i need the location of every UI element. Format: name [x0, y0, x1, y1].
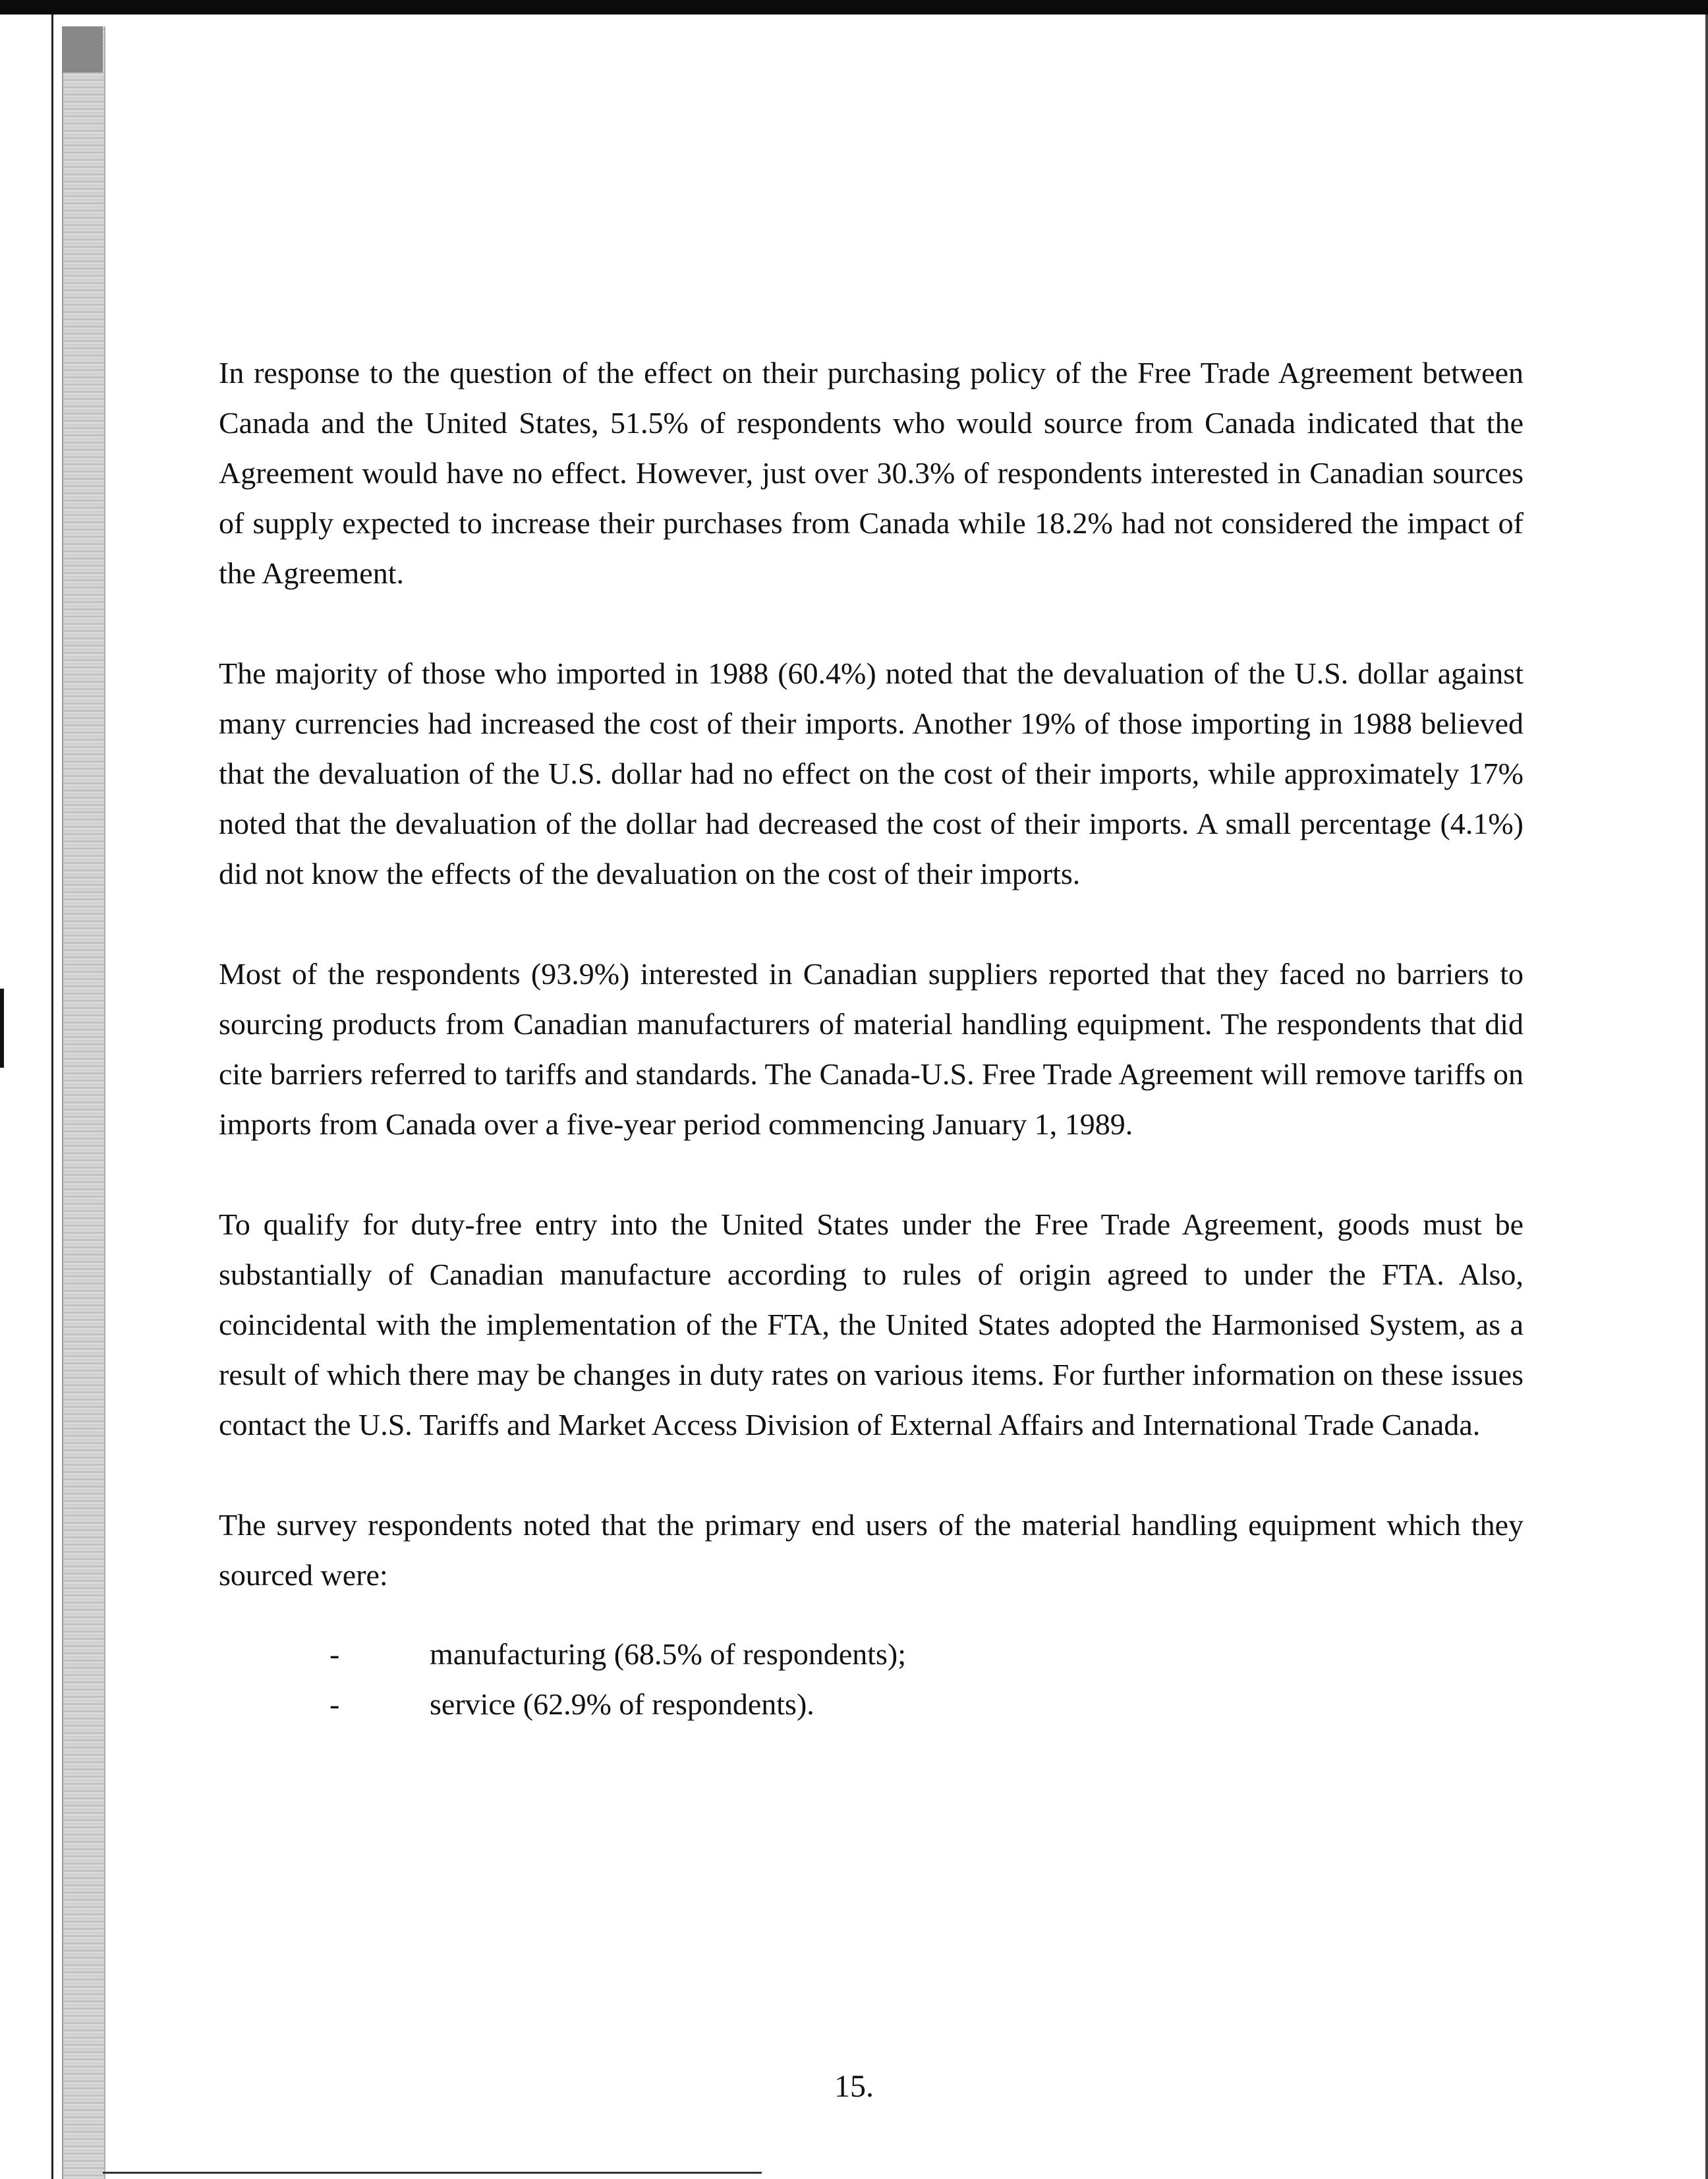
paragraph-fta-purchasing-effect: In response to the question of the effect on their purchasing policy of the Free Trade Agreement between Canada and the United States, 51.5% of respondents who would source from Canada indicated that the Agreement would have no effect. However, just over 30.3% of respondents interested in Canadian sources of supply expected to increase their purchases from Canada while 18.2% had not considered the impact of the Agreement. [219, 356, 1523, 590]
scan-bottom-line [103, 2172, 762, 2174]
scan-top-edge [0, 0, 1708, 15]
page-number: 15. [834, 2069, 874, 2104]
paragraph-duty-free-entry: To qualify for duty-free entry into the United States under the Free Trade Agreement, goods must be substantially of Canadian manufacture according to rules of origin agreed to under the FTA. Also, coincidental with the implementation of the FTA, the United States adopted the Harmonised System, as a result of which there may be changes in duty rates on various items. For further information on these issues contact the U.S. Tariffs and Market Access Division of External Affairs and International Trade Canada. [219, 1207, 1523, 1441]
paragraph-dollar-devaluation: The majority of those who imported in 1988 (60.4%) noted that the devaluation of the U.S. dollar against many currencies had increased the cost of their imports. Another 19% of those importing in 1988 believed that the devaluation of the U.S. dollar had no effect on the cost of their imports, while approximately 17% noted that the devaluation of the dollar had decreased the cost of their imports. A small percentage (4.1%) did not know the effects of the devaluation on the cost of their imports. [219, 656, 1523, 890]
scan-left-border [0, 15, 53, 2179]
paragraph-sourcing-barriers: Most of the respondents (93.9%) interested in Canadian suppliers reported that they faced no barriers to sourcing products from Canadian manufacturers of material handling equipment. The respondents that did cite barriers referred to tariffs and standards. The Canada-U.S. Free Trade Agreement will remove tariffs on imports from Canada over a five-year period commencing January 1, 1989. [219, 957, 1523, 1141]
list-item [219, 1679, 1523, 1729]
list-item [219, 1629, 1523, 1679]
scan-right-edge [1705, 15, 1708, 2179]
list-item-marker: - [329, 1637, 340, 1671]
scan-edge-mark [0, 989, 4, 1068]
list-item-text: service (62.9% of respondents). [430, 1687, 814, 1721]
paragraph-end-users-intro: The survey respondents noted that the primary end users of the material handling equipment which they sourced were: [219, 1508, 1523, 1592]
scan-binding-strip [62, 26, 105, 2179]
scan-binding-strip-top [62, 26, 103, 73]
end-users-list [219, 1629, 1523, 1729]
document-body [219, 348, 1523, 1729]
list-item-marker: - [329, 1687, 340, 1721]
list-item-text: manufacturing (68.5% of respondents); [430, 1637, 907, 1671]
